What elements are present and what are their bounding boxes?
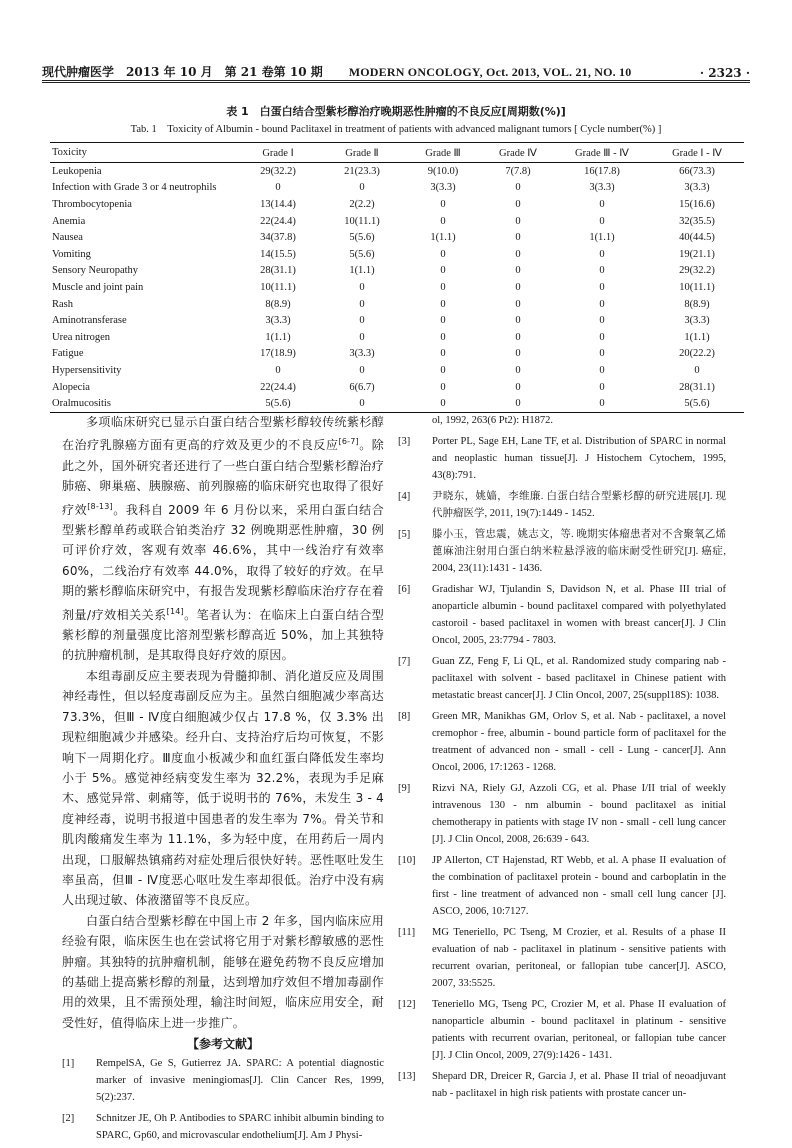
value-cell: 0 <box>320 395 404 412</box>
reference-number: [5] <box>398 529 411 540</box>
value-cell: 14(15.5) <box>260 248 296 260</box>
value-cell: 0 <box>599 315 605 327</box>
paragraph-3: 白蛋白结合型紫杉醇在中国上市 2 年多，国内临床应用经验有限，临床医生也在尝试将它用于对紫杉醇敏感的恶性肿瘤。其独特的抗肿瘤机制，能够在避免药物不良反应增加的基础上提高紫杉醇的剂量，达到增加疗效但不增加毒副作用的效果，且不需预处理，输注时间短，临床应用安全，耐受性好，值得临床上进一步推广。 <box>62 913 384 1030</box>
value-cell: 0 <box>694 364 700 376</box>
table-row <box>50 163 744 180</box>
toxicity-name-cell: Thrombocytopenia <box>52 198 132 210</box>
value-cell: 0 <box>515 232 521 244</box>
header-cell: Grade Ⅰ - Ⅳ <box>650 143 744 163</box>
reference-item <box>398 488 726 522</box>
value-cell: 16(17.8) <box>584 165 620 177</box>
reference-text: 滕小玉，管忠震，姚志文，等. 晚期实体瘤患者对不含聚氧乙烯蓖麻油注射用白蛋白纳米粒悬浮液的临床耐受性研究[J]. 癌症, 2004, 23(11):1431 - 1436. <box>432 529 726 574</box>
value-cell: 0 <box>440 215 446 227</box>
value-cell: 0 <box>359 298 365 310</box>
table-row <box>50 379 744 396</box>
reference-number: [12] <box>398 999 416 1010</box>
value-cell: 0 <box>599 248 605 260</box>
value-cell: 5(5.6) <box>349 248 375 260</box>
value-cell: 0 <box>515 331 521 343</box>
header-cell: Grade Ⅳ <box>482 143 554 163</box>
value-cell: 0 <box>404 395 482 412</box>
header-cell: Grade Ⅱ <box>320 143 404 163</box>
value-cell: 1(1.1) <box>349 265 375 277</box>
toxicity-name-cell: Fatigue <box>52 348 84 360</box>
value-cell: 10(11.1) <box>679 281 715 293</box>
toxicity-name-cell: Urea nitrogen <box>52 331 111 343</box>
value-cell: 3(3.3) <box>684 315 710 327</box>
toxicity-name-cell: Infection with Grade 3 or 4 neutrophils <box>52 182 217 194</box>
reference-text: Gradishar WJ, Tjulandin S, Davidson N, et al. Phase III trial of anoparticle albumin - bound paclitaxel compared with polyethylated castoroil - based paclitaxel in women with breast cancer[J]. J Clin Oncol, 2005, 23:7794 - 7803. <box>432 584 726 646</box>
toxicity-name-cell: Vomiting <box>52 248 91 260</box>
reference-number: [3] <box>398 436 411 447</box>
header-rule <box>42 80 750 81</box>
reference-number: [6] <box>398 584 411 595</box>
paragraph-1 <box>62 412 384 666</box>
value-cell: 1(1.1) <box>265 331 291 343</box>
running-header <box>42 58 750 80</box>
value-cell: 10(11.1) <box>260 281 296 293</box>
value-cell: 0 <box>359 364 365 376</box>
reference-text: Teneriello MG, Tseng PC, Crozier M, et al. Phase II evaluation of nanoparticle albumin - bound paclitaxel in platinum - sensitive patients with recurrent ovarian, peritoneal, or fallopian tube cancer [J]. J Clin Oncol, 2009, 27(9):1426 - 1431. <box>432 999 726 1061</box>
right-column <box>398 412 726 1106</box>
references-right <box>398 433 726 1102</box>
value-cell: 3(3.3) <box>589 182 615 194</box>
reference-number: [1] <box>62 1058 75 1070</box>
reference-text: Green MR, Manikhas GM, Orlov S, et al. Nab - paclitaxel, a novel cremophor - free, albumin - bound particle form of paclitaxel for the treatment of advanced non - small - cell - Lung - cancer[J]. Ann Oncol, 2006, 17:1263 - 1268. <box>432 711 726 773</box>
value-cell: 8(8.9) <box>265 298 291 310</box>
references-title: 【参考文献】 <box>186 1037 259 1052</box>
value-cell: 0 <box>440 248 446 260</box>
table-row <box>50 329 744 346</box>
value-cell: 0 <box>515 364 521 376</box>
value-cell: 22(24.4) <box>260 381 296 393</box>
value-cell: 3(3.3) <box>430 182 456 194</box>
text-run: 。除此之外，国外研究者还进行了一些白蛋白结合型紫杉醇治疗肺癌、卵巢癌、胰腺癌、前列腺癌的临床研究也取得了很好疗效 <box>62 438 384 517</box>
table-row <box>50 279 744 296</box>
reference-item <box>398 653 726 704</box>
value-cell: 0 <box>515 315 521 327</box>
journal-en: MODERN ONCOLOGY, Oct. 2013, VOL. 21, NO. 10 <box>348 65 632 79</box>
value-cell: 0 <box>599 198 605 210</box>
value-cell: 0 <box>359 182 365 194</box>
value-cell: 0 <box>440 298 446 310</box>
reference-text: 尹晓东，姚嫱，李维廉. 白蛋白结合型紫杉醇的研究进展[J]. 现代肿瘤医学, 2011, 19(7):1449 - 1452. <box>432 491 726 519</box>
table-row <box>50 395 744 412</box>
value-cell: 19(21.1) <box>679 248 715 260</box>
toxicity-name-cell: Rash <box>52 298 73 310</box>
reference-number: [11] <box>398 927 416 938</box>
reference-text: Shepard DR, Dreicer R, Garcia J, et al. Phase II trial of neoadjuvant nab - paclitaxel in high risk patients with prostate cancer un- <box>432 1071 726 1099</box>
value-cell: 0 <box>515 298 521 310</box>
value-cell: 1(1.1) <box>430 232 456 244</box>
value-cell: 0 <box>275 182 281 194</box>
value-cell: 0 <box>440 331 446 343</box>
reference-number: [4] <box>398 491 411 502</box>
value-cell: 0 <box>359 331 365 343</box>
reference-item <box>398 708 726 776</box>
table-row <box>50 229 744 246</box>
table-row <box>50 346 744 363</box>
value-cell: 0 <box>440 348 446 360</box>
reference-text: JP Allerton, CT Hajenstad, RT Webb, et al. A phase II evaluation of the combination of paclitaxel protein - bound and carboplatin in the first - line treatment of advanced non - small cell lung cancer [J]. ASCO, 2006, 10:7127. <box>432 855 726 917</box>
value-cell: 13(14.4) <box>260 198 296 210</box>
value-cell: 6(6.7) <box>349 381 375 393</box>
citation: [8-13] <box>87 501 113 511</box>
value-cell: 32(35.5) <box>679 215 715 227</box>
value-cell: 0 <box>482 395 554 412</box>
value-cell: 28(31.1) <box>679 381 715 393</box>
reference-continuation: ol, 1992, 263(6 Pt2): H1872. <box>432 415 554 426</box>
table-row <box>50 180 744 197</box>
value-cell: 21(23.3) <box>344 165 380 177</box>
toxicity-name-cell: Oralmucositis <box>50 395 236 412</box>
toxicity-name-cell: Nausea <box>52 232 83 244</box>
value-cell: 0 <box>359 315 365 327</box>
reference-number: [13] <box>398 1071 416 1082</box>
value-cell: 0 <box>515 215 521 227</box>
table-row <box>50 196 744 213</box>
value-cell: 0 <box>599 298 605 310</box>
value-cell: 5(5.6) <box>236 395 320 412</box>
value-cell: 0 <box>599 381 605 393</box>
value-cell: 66(73.3) <box>679 165 715 177</box>
reference-text: Schnitzer JE, Oh P. Antibodies to SPARC inhibit albumin binding to SPARC, Gp60, and microvascular endothelium[J]. Am J Physi- <box>96 1113 384 1142</box>
value-cell: 0 <box>554 395 650 412</box>
table-row <box>50 246 744 263</box>
value-cell: 0 <box>440 315 446 327</box>
reference-item <box>398 780 726 848</box>
reference-item <box>62 1110 384 1144</box>
table-caption-en: Tab. 1 Toxicity of Albumin - bound Paclitaxel in treatment of patients with advanced malignant tumors [ Cycle number(%) ] <box>130 124 662 135</box>
value-cell: 0 <box>599 281 605 293</box>
value-cell: 0 <box>275 364 281 376</box>
reference-text: Porter PL, Sage EH, Lane TF, et al. Distribution of SPARC in normal and neoplastic human tissue[J]. J Histochem Cytochem, 1995, 43(8):791. <box>432 436 726 481</box>
value-cell: 0 <box>515 248 521 260</box>
value-cell: 0 <box>515 281 521 293</box>
reference-item <box>398 996 726 1064</box>
reference-text: MG Teneriello, PC Tseng, M Crozier, et al. Results of a phase II evaluation of nab - paclitaxel in platinum - sensitive patients with recurrent ovarian, peritoneal, or fallopian tube cancer[J]. ASCO, 2007, 33:5525. <box>432 927 726 989</box>
value-cell: 1(1.1) <box>684 331 710 343</box>
value-cell: 7(7.8) <box>505 165 531 177</box>
value-cell: 22(24.4) <box>260 215 296 227</box>
value-cell: 2(2.2) <box>349 198 375 210</box>
table-row <box>50 263 744 280</box>
value-cell: 0 <box>359 281 365 293</box>
value-cell: 28(31.1) <box>260 265 296 277</box>
header-rule-2 <box>42 82 750 83</box>
toxicity-name-cell: Alopecia <box>52 381 90 393</box>
table-row <box>50 362 744 379</box>
toxicity-table <box>50 142 744 413</box>
toxicity-name-cell: Leukopenia <box>52 165 102 177</box>
reference-item <box>62 1055 384 1106</box>
value-cell: 0 <box>440 364 446 376</box>
value-cell: 0 <box>599 265 605 277</box>
value-cell: 0 <box>515 182 521 194</box>
value-cell: 0 <box>599 215 605 227</box>
toxicity-name-cell: Hypersensitivity <box>52 364 122 376</box>
value-cell: 0 <box>515 198 521 210</box>
paragraph-2: 本组毒副反应主要表现为骨髓抑制、消化道反应及周围神经毒性，但以轻度毒副反应为主。虽然白细胞减少率高达 73.3%，但Ⅲ - Ⅳ度白细胞减少仅占 17.8 %，仅 3.3% 出现粒细胞减少并感染。经升白、支持治疗后均可恢复，不影响下一周期化疗。Ⅲ度血小板减少和血红蛋白降低发生率均小于 5%。感觉神经病变发生率为 32.2%，表现为手足麻木、感觉异常、刺痛等，低于说明书的 76%，未发生 3 - 4 度神经毒，说明书报道中国患者的发生率为 7%。骨关节和肌肉酸痛发生率为 11.1%，多为轻中度，在用药后一周内出现，口服解热镇痛药对症处理后很快好转。恶性呕吐发生率虽高，但Ⅲ - Ⅳ度恶心呕吐发生率却很低。治疗中没有病人出现过敏、体液潴留等不良反应。 <box>62 668 384 908</box>
page-number: · 2323 · <box>699 66 750 80</box>
value-cell: 29(32.2) <box>679 265 715 277</box>
toxicity-name-cell: Aminotransferase <box>52 315 127 327</box>
reference-number: [8] <box>398 711 411 722</box>
value-cell: 8(8.9) <box>684 298 710 310</box>
value-cell: 5(5.6) <box>349 232 375 244</box>
value-cell: 15(16.6) <box>679 198 715 210</box>
reference-number: [7] <box>398 656 411 667</box>
reference-item <box>398 581 726 649</box>
reference-item <box>398 1068 726 1102</box>
toxicity-name-cell: Anemia <box>52 215 86 227</box>
value-cell: 3(3.3) <box>349 348 375 360</box>
value-cell: 0 <box>440 265 446 277</box>
value-cell: 20(22.2) <box>679 348 715 360</box>
text-run: 。笔者认为：在临床上白蛋白结合型紫杉醇的剂量强度比溶剂型紫杉醇高近 50%，加上其独特的抗肿瘤机制，是其取得良好疗效的原因。 <box>62 607 385 663</box>
value-cell: 40(44.5) <box>679 232 715 244</box>
references-left <box>62 1055 384 1144</box>
value-cell: 3(3.3) <box>684 182 710 194</box>
left-column <box>62 412 384 1148</box>
value-cell: 9(10.0) <box>427 165 459 177</box>
reference-text: Guan ZZ, Feng F, Li QL, et al. Randomized study comparing nab - paclitaxel with solvent - based paclitaxel in Chinese patient with metastatic breast cancer[J]. J Clin Oncol, 2007, 25(suppl18S): 1038. <box>432 656 726 701</box>
citation: [6-7] <box>338 437 359 447</box>
header-cell: Grade Ⅰ <box>236 143 320 163</box>
reference-number: [2] <box>62 1113 75 1125</box>
value-cell: 0 <box>599 331 605 343</box>
value-cell: 29(32.2) <box>260 165 296 177</box>
citation: [14] <box>166 606 184 616</box>
table-row <box>50 312 744 329</box>
value-cell: 3(3.3) <box>265 315 291 327</box>
value-cell: 5(5.6) <box>650 395 744 412</box>
value-cell: 0 <box>440 281 446 293</box>
table-body <box>50 163 744 413</box>
value-cell: 34(37.8) <box>260 232 296 244</box>
reference-item <box>398 526 726 577</box>
toxicity-name-cell: Muscle and joint pain <box>52 281 144 293</box>
table-caption-cn: 表 1 白蛋白结合型紫杉醇治疗晚期恶性肿瘤的不良反应[周期数(%)] <box>226 105 566 118</box>
header-cell: Grade Ⅲ <box>404 143 482 163</box>
table-header-row <box>50 143 744 163</box>
text-run: 多项临床研究已显示白蛋白结合型紫杉醇较传统紫杉醇在治疗乳腺癌方面有更高的疗效及更少的不良反应 <box>62 415 384 453</box>
value-cell: 1(1.1) <box>589 232 615 244</box>
header-cell: Toxicity <box>50 143 236 163</box>
reference-item <box>398 924 726 992</box>
toxicity-name-cell: Sensory Neuropathy <box>52 265 139 277</box>
table-row <box>50 296 744 313</box>
reference-text: Rizvi NA, Riely GJ, Azzoli CG, et al. Phase I/II trial of weekly intravenous 130 - nm albumin - bound paclitaxel as initial chemotherapy in patients with stage IV non - small - cell lung cancer [J]. J Clin Oncol, 2008, 26:639 - 643. <box>432 783 726 845</box>
reference-number: [9] <box>398 783 411 794</box>
header-cell: Grade Ⅲ - Ⅳ <box>554 143 650 163</box>
value-cell: 17(18.9) <box>260 348 296 360</box>
value-cell: 10(11.1) <box>344 215 380 227</box>
value-cell: 0 <box>440 381 446 393</box>
reference-item <box>398 433 726 484</box>
reference-number: [10] <box>398 855 416 866</box>
reference-text: RempelSA, Ge S, Gutierrez JA. SPARC: A potential diagnostic marker of invasive meningiomas[J]. Clin Cancer Res, 1999, 5(2):237. <box>96 1058 384 1104</box>
value-cell: 0 <box>515 348 521 360</box>
value-cell: 0 <box>515 265 521 277</box>
table-row <box>50 213 744 230</box>
value-cell: 0 <box>440 198 446 210</box>
reference-item <box>398 852 726 920</box>
value-cell: 0 <box>599 364 605 376</box>
value-cell: 0 <box>515 381 521 393</box>
journal-cn: 现代肿瘤医学 2013 年 10 月 第 21 卷第 10 期 <box>42 65 323 79</box>
text-run: 。我科自 2009 年 6 月份以来，采用白蛋白结合型紫杉醇单药或联合铂类治疗 32 例晚期恶性肿瘤，30 例可评价疗效，客观有效率 46.6%，其中一线治疗有效率 60%，二线治疗有效率 44.0%，取得了较好的疗效。在早期的紫杉醇临床研究中，有报告发现紫杉醇临床治疗存在着剂量/疗效相关关系 <box>62 502 384 622</box>
value-cell: 0 <box>599 348 605 360</box>
